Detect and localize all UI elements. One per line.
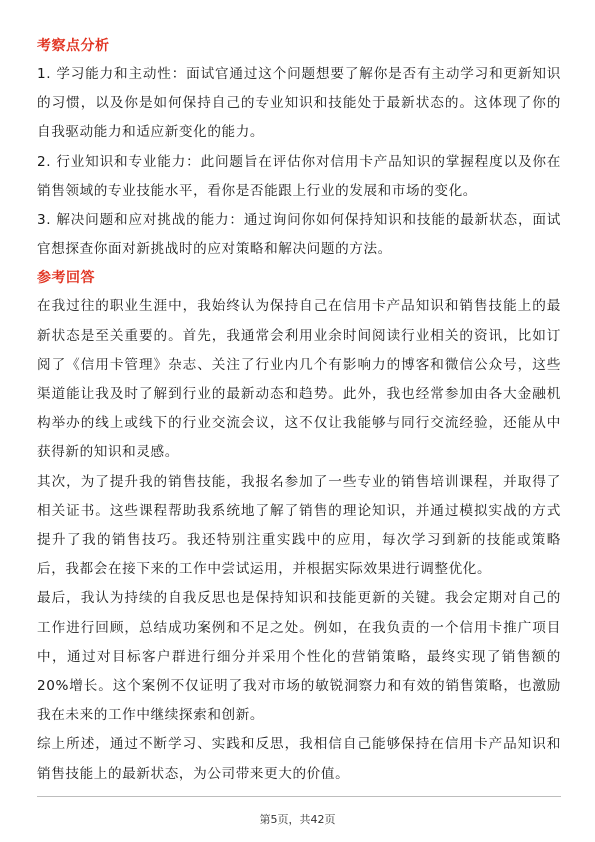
- analysis-heading: 考察点分析: [37, 38, 110, 54]
- page-content: [37, 36, 561, 789]
- answer-paragraph: 其次，为了提升我的销售技能，我报名参加了一些专业的销售培训课程，并取得了相关证书。这些课程帮助我系统地了解了销售的理论知识，并通过模拟实战的方式提升了我的销售技巧。我还特别注重实践中的应用，每次学习到新的技能或策略后，我都会在接下来的工作中尝试运用，并根据实际效果进行调整优化。: [37, 473, 561, 578]
- footer-divider: [37, 796, 561, 797]
- analysis-item: 2. 行业知识和专业能力：此问题旨在评估你对信用卡产品知识的掌握程度以及你在销售领域的专业技能水平，看你是否能跟上行业的发展和市场的变化。: [37, 153, 561, 199]
- answer-heading: 参考回答: [37, 270, 95, 287]
- analysis-item: 1. 学习能力和主动性：面试官通过这个问题想要了解你是否有主动学习和更新知识的习惯，以及你是如何保持自己的专业知识和技能处于最新状态的。这体现了你的自我驱动能力和适应新变化的能力。: [37, 66, 561, 141]
- page-number: 第5页，共42页: [259, 813, 336, 826]
- answer-paragraph: 在我过往的职业生涯中，我始终认为保持自己在信用卡产品知识和销售技能上的最新状态是至关重要的。首先，我通常会利用业余时间阅读行业相关的资讯，比如订阅了《信用卡管理》杂志、关注了行业内几个有影响力的博客和微信公众号，这些渠道能让我及时了解到行业的最新动态和趋势。此外，我也经常参加由各大金融机构举办的线上或线下的行业交流会议，这不仅让我能够与同行交流经验，还能从中获得新的知识和灵感。: [37, 298, 561, 461]
- answer-paragraph: 综上所述，通过不断学习、实践和反思，我相信自己能够保持在信用卡产品知识和销售技能上的最新状态，为公司带来更大的价值。: [37, 736, 561, 782]
- analysis-item: 3. 解决问题和应对挑战的能力：通过询问你如何保持知识和技能的最新状态，面试官想探查你面对新挑战时的应对策略和解决问题的方法。: [37, 212, 561, 258]
- answer-paragraph: 最后，我认为持续的自我反思也是保持知识和技能更新的关键。我会定期对自己的工作进行回顾，总结成功案例和不足之处。例如，在我负责的一个信用卡推广项目中，通过对目标客户群进行细分并采用个性化的营销策略，最终实现了销售额的20%增长。这个案例不仅证明了我对市场的敏锐洞察力和有效的销售策略，也激励我在未来的工作中继续探索和创新。: [37, 590, 561, 724]
